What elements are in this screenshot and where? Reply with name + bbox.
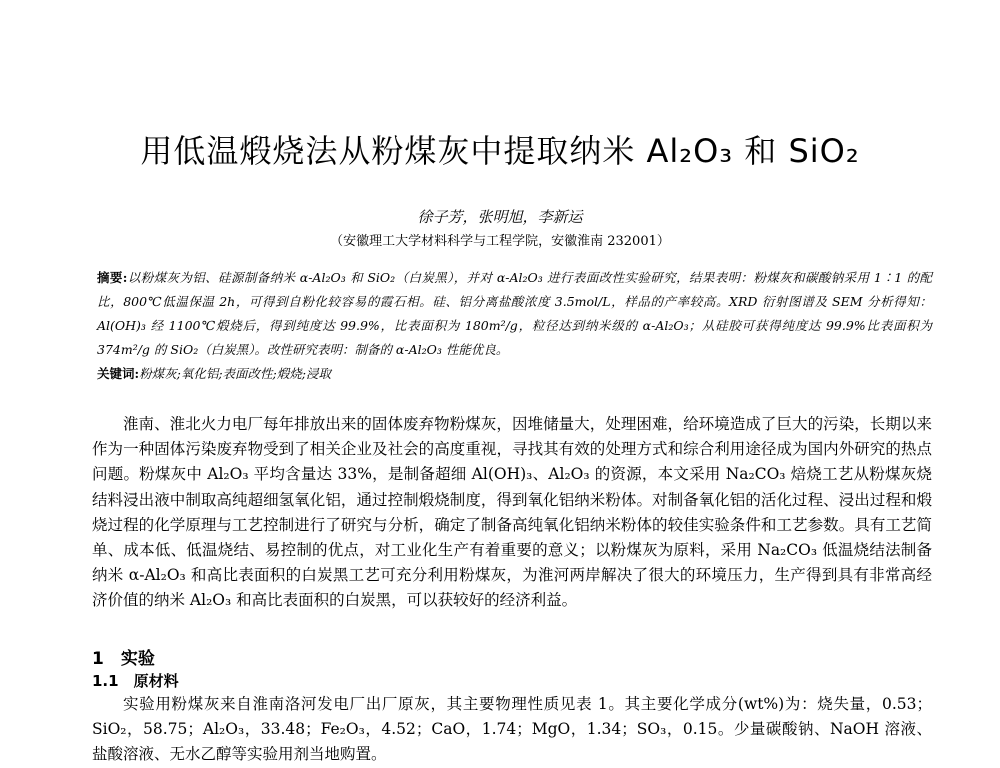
abstract — [97, 266, 932, 362]
section-heading-experiment: 1 实验 — [92, 649, 155, 669]
abstract-text: 以粉煤灰为铝、硅源制备纳米 α-Al₂O₃ 和 SiO₂（白炭黑），并对 α-Al₂O₃ 进行表面改性实验研究，结果表明：粉煤灰和碳酸钠采用 1∶1 的配比，800℃低温保温 2h，可得到自粉化较容易的霞石相。硅、铝分离盐酸浓度 3.5mol/L，样品的产率较高。XRD 衍射图谱及 SEM 分析得知：Al(OH)₃ 经 1100℃煅烧后，得到纯度达 99.9%，比表面积为 180m²/g，粒径达到纳米级的 α-Al₂O₃；从硅胶可获得纯度达 99.9%比表面积为 374m²/g 的 SiO₂（白炭黑）。改性研究表明：制备的 α-Al₂O₃ 性能优良。 — [97, 270, 932, 357]
author-list: 徐子芳，张明旭，李新运 — [417, 208, 583, 226]
keywords — [97, 362, 932, 386]
materials-paragraph: 实验用粉煤灰来自淮南洛河发电厂出厂原灰，其主要物理性质见表 1。其主要化学成分(wt%)为：烧失量，0.53；SiO₂，58.75；Al₂O₃，33.48；Fe₂O₃，4.52；CaO，1.74；MgO，1.34；SO₃，0.15。少量碳酸钠、NaOH 溶液、盐酸溶液、无水乙醇等实验用剂当地购置。 — [92, 695, 932, 764]
introduction — [92, 412, 932, 614]
subsection-heading-materials: 1.1 原材料 — [92, 672, 179, 690]
paper-title: 用低温煅烧法从粉煤灰中提取纳米 Al₂O₃ 和 SiO₂ — [140, 132, 860, 170]
keywords-label: 关键词: — [97, 366, 140, 381]
affiliation: （安徽理工大学材料科学与工程学院，安徽淮南 232001） — [330, 234, 670, 249]
abstract-label: 摘要: — [97, 270, 128, 285]
keywords-text: 粉煤灰;氧化铝;表面改性;煅烧;浸取 — [139, 366, 331, 381]
abstract-block — [97, 266, 932, 386]
intro-paragraph: 淮南、淮北火力电厂每年排放出来的固体废弃物粉煤灰，因堆储量大，处理困难，给环境造成了巨大的污染，长期以来作为一种固体污染废弃物受到了相关企业及社会的高度重视，寻找其有效的处理方式和综合利用途径成为国内外研究的热点问题。粉煤灰中 Al₂O₃ 平均含量达 33%，是制备超细 Al(OH)₃、Al₂O₃ 的资源，本文采用 Na₂CO₃ 焙烧工艺从粉煤灰烧结料浸出液中制取高纯超细氢氧化铝，通过控制煅烧制度，得到氧化铝纳米粉体。对制备氧化铝的活化过程、浸出过程和煅烧过程的化学原理与工艺控制进行了研究与分析，确定了制备高纯氧化铝纳米粉体的较佳实验条件和工艺参数。具有工艺简单、成本低、低温烧结、易控制的优点，对工业化生产有着重要的意义；以粉煤灰为原料，采用 Na₂CO₃ 低温烧结法制备纳米 α-Al₂O₃ 和高比表面积的白炭黑工艺可充分利用粉煤灰，为淮河两岸解决了很大的环境压力，生产得到具有非常高经济价值的纳米 Al₂O₃ 和高比表面积的白炭黑，可以获较好的经济利益。 — [92, 415, 932, 610]
materials-section — [92, 692, 932, 768]
